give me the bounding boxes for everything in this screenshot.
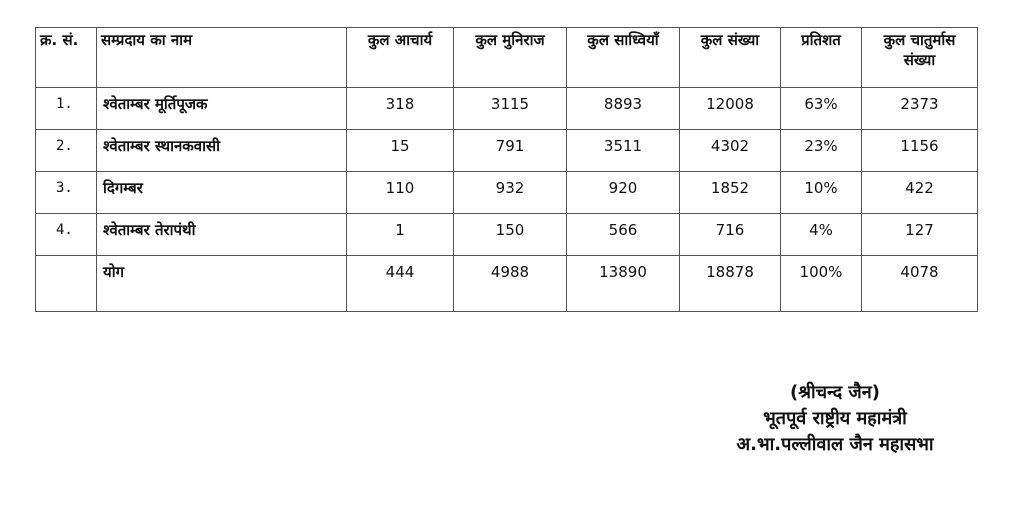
total-label: योग xyxy=(97,256,347,312)
sampraday-stats-table xyxy=(35,27,978,312)
row-serial: 2. xyxy=(36,130,97,172)
row-sadhvi: 566 xyxy=(567,214,680,256)
row-total: 12008 xyxy=(680,88,781,130)
total-acharya: 444 xyxy=(347,256,454,312)
row-sadhvi: 920 xyxy=(567,172,680,214)
header-total: कुल संख्या xyxy=(680,28,781,88)
signature-block xyxy=(690,380,980,458)
header-chaturmas: कुल चातुर्मास संख्या xyxy=(862,28,978,88)
row-serial: 3. xyxy=(36,172,97,214)
signatory-designation: भूतपूर्व राष्ट्रीय महामंत्री xyxy=(763,408,907,429)
row-percent: 63% xyxy=(781,88,862,130)
row-serial: 1. xyxy=(36,88,97,130)
row-muniraj: 150 xyxy=(454,214,567,256)
row-serial: 4. xyxy=(36,214,97,256)
total-sadhvi: 13890 xyxy=(567,256,680,312)
row-name: दिगम्बर xyxy=(97,172,347,214)
row-chaturmas: 2373 xyxy=(862,88,978,130)
table-row xyxy=(36,214,978,256)
row-muniraj: 932 xyxy=(454,172,567,214)
header-sadhvi: कुल साध्वियाँ xyxy=(567,28,680,88)
row-total: 4302 xyxy=(680,130,781,172)
total-chaturmas: 4078 xyxy=(862,256,978,312)
row-percent: 4% xyxy=(781,214,862,256)
row-total: 716 xyxy=(680,214,781,256)
total-muniraj: 4988 xyxy=(454,256,567,312)
row-chaturmas: 1156 xyxy=(862,130,978,172)
total-total: 18878 xyxy=(680,256,781,312)
row-acharya: 110 xyxy=(347,172,454,214)
row-name: श्वेताम्बर मूर्तिपूजक xyxy=(97,88,347,130)
signatory-organization: अ.भा.पल्लीवाल जैन महासभा xyxy=(736,434,934,455)
header-muniraj: कुल मुनिराज xyxy=(454,28,567,88)
header-name: सम्प्रदाय का नाम xyxy=(97,28,347,88)
table-total-row xyxy=(36,256,978,312)
row-total: 1852 xyxy=(680,172,781,214)
row-name: श्वेताम्बर तेरापंथी xyxy=(97,214,347,256)
row-chaturmas: 422 xyxy=(862,172,978,214)
row-chaturmas: 127 xyxy=(862,214,978,256)
table-row xyxy=(36,172,978,214)
row-acharya: 15 xyxy=(347,130,454,172)
row-acharya: 318 xyxy=(347,88,454,130)
header-acharya: कुल आचार्य xyxy=(347,28,454,88)
row-percent: 10% xyxy=(781,172,862,214)
row-sadhvi: 8893 xyxy=(567,88,680,130)
row-muniraj: 791 xyxy=(454,130,567,172)
row-acharya: 1 xyxy=(347,214,454,256)
row-muniraj: 3115 xyxy=(454,88,567,130)
row-sadhvi: 3511 xyxy=(567,130,680,172)
total-serial xyxy=(36,256,97,312)
signatory-name: (श्रीचन्द जैन) xyxy=(789,382,881,403)
row-name: श्वेताम्बर स्थानकवासी xyxy=(97,130,347,172)
row-percent: 23% xyxy=(781,130,862,172)
header-percent: प्रतिशत xyxy=(781,28,862,88)
table-row xyxy=(36,130,978,172)
table-header-row xyxy=(36,28,978,88)
header-serial: क्र. सं. xyxy=(36,28,97,88)
total-percent: 100% xyxy=(781,256,862,312)
table-row xyxy=(36,88,978,130)
